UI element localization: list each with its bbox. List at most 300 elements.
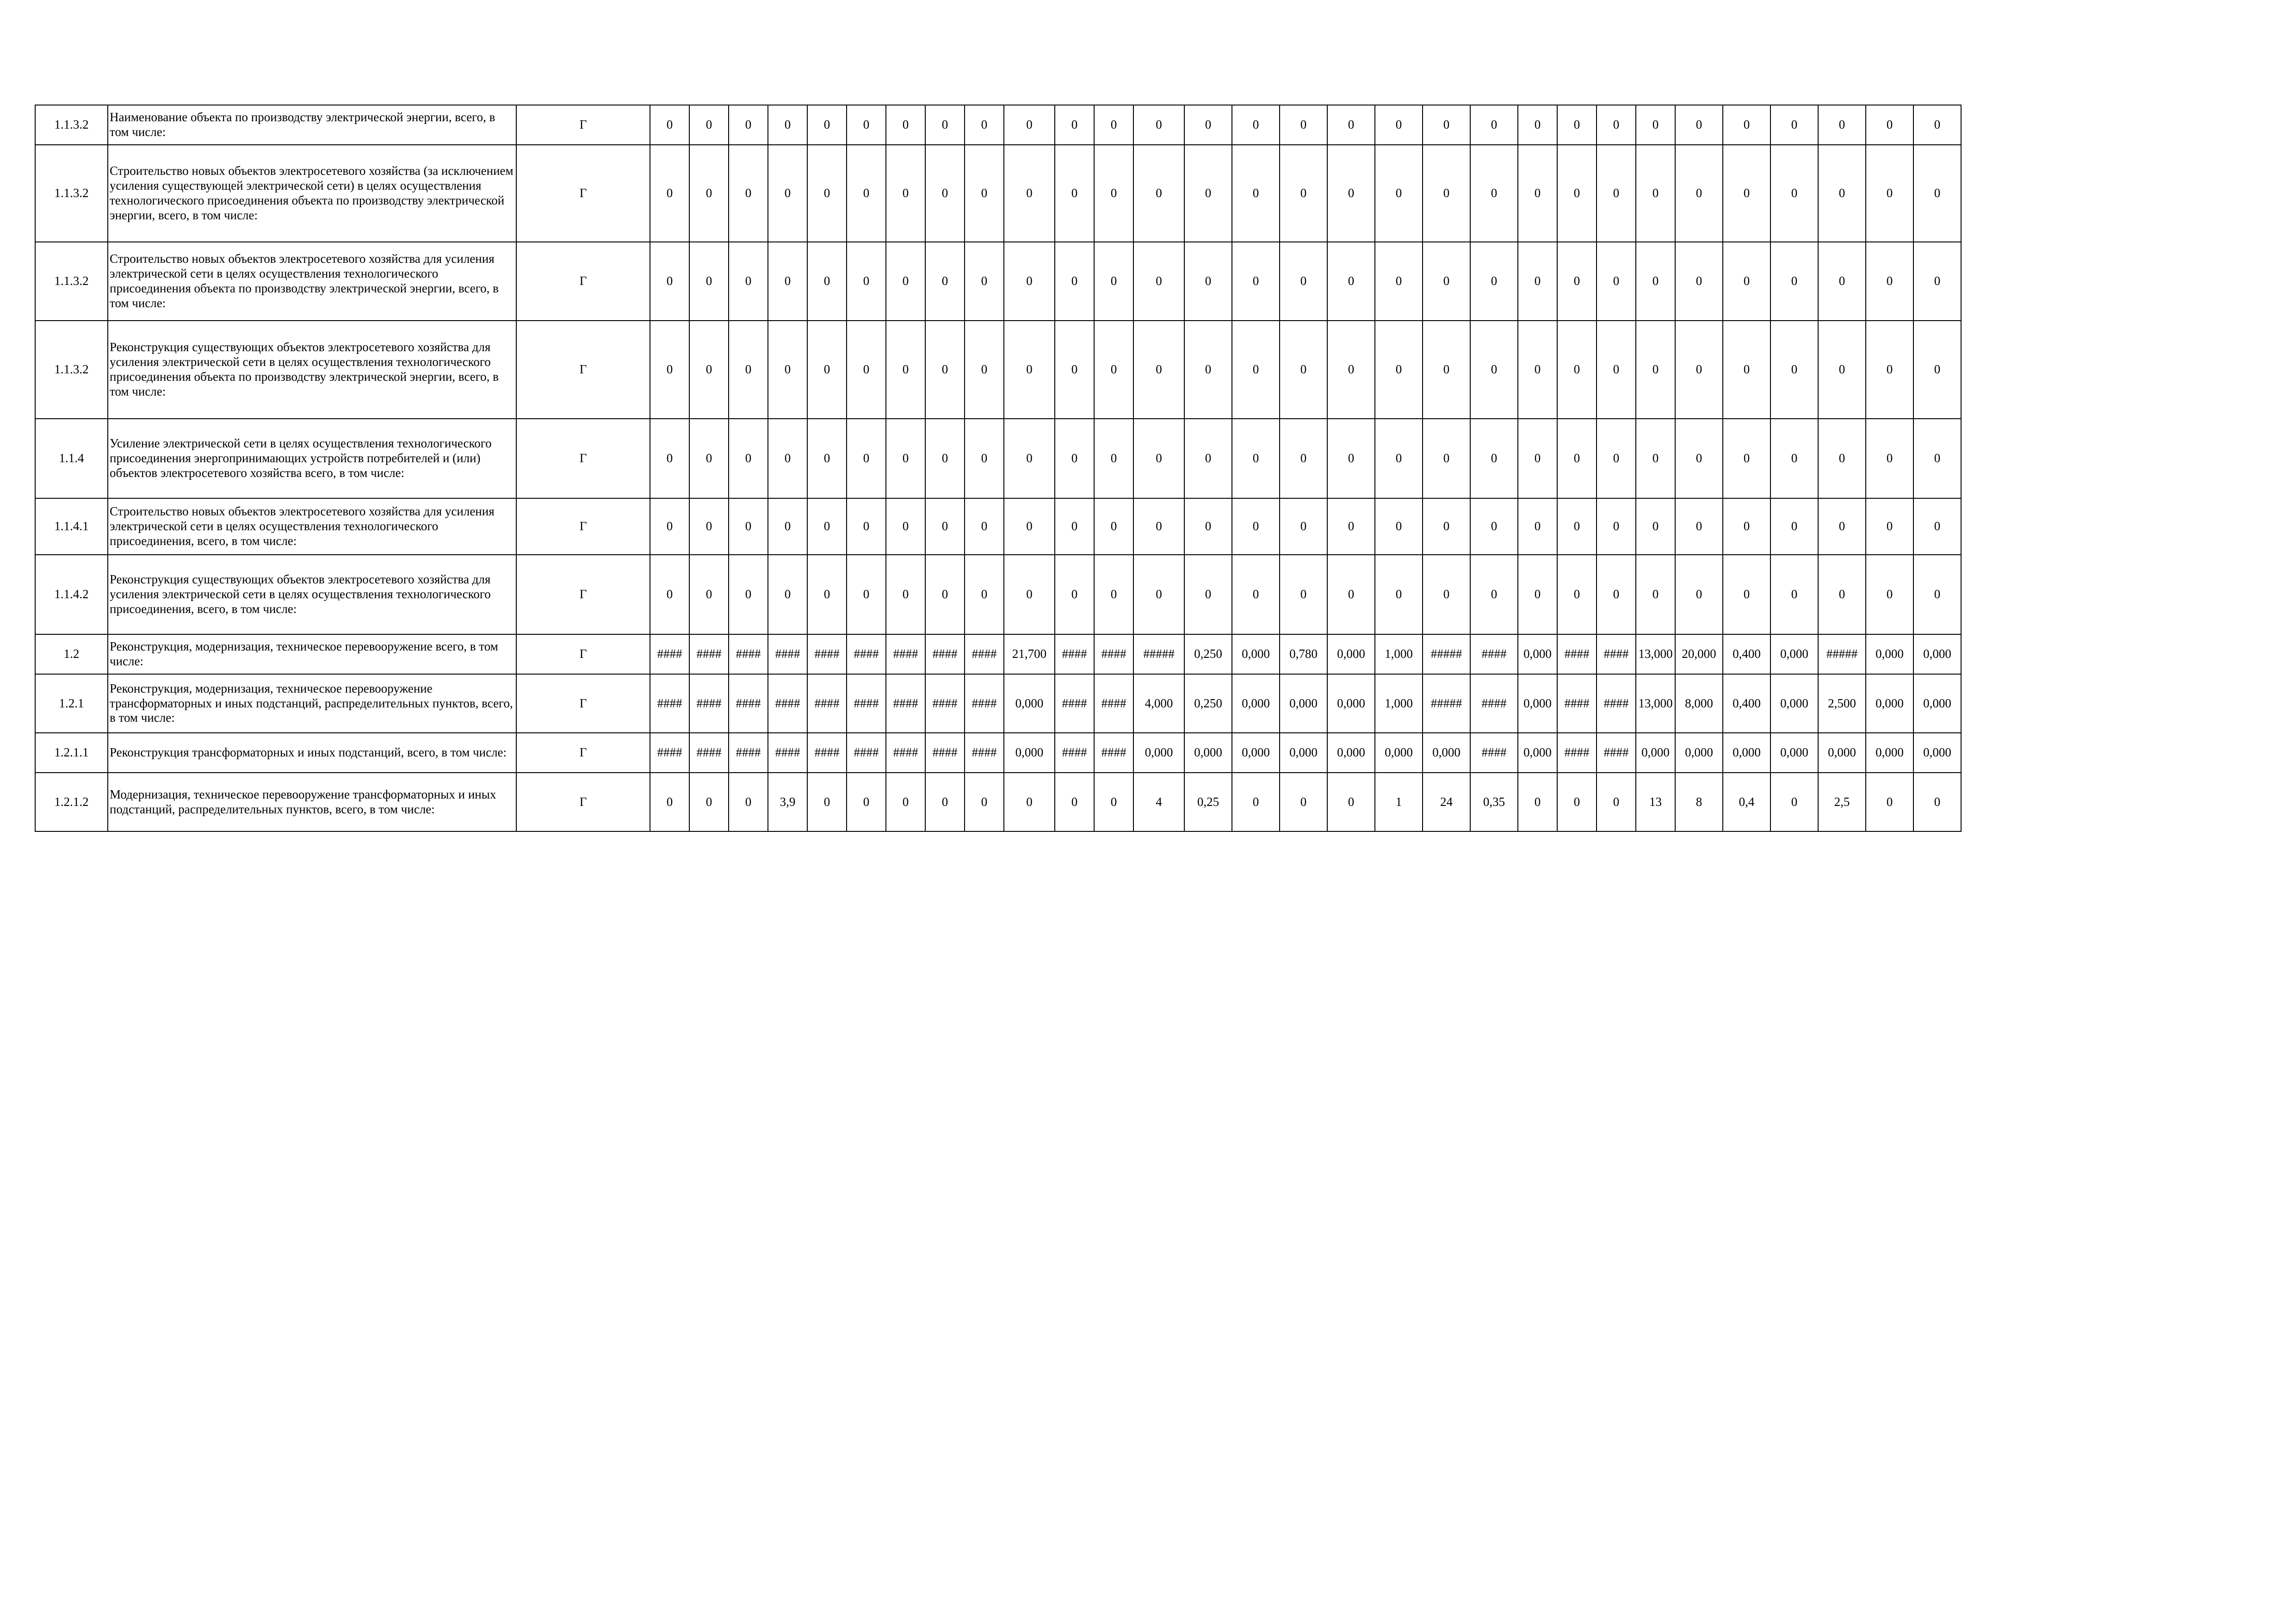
value-cell: 0 bbox=[1866, 419, 1913, 498]
value-cell: 0 bbox=[1518, 145, 1557, 242]
value-cell: #### bbox=[965, 634, 1004, 674]
value-cell: 0 bbox=[768, 498, 807, 555]
value-cell: 0 bbox=[729, 555, 768, 634]
value-cell: #### bbox=[886, 733, 925, 773]
value-cell: 0 bbox=[1133, 105, 1184, 145]
value-cell: #### bbox=[965, 733, 1004, 773]
value-cell: 0 bbox=[1094, 321, 1133, 419]
value-cell: 0 bbox=[1675, 419, 1723, 498]
value-cell: 0 bbox=[1055, 773, 1094, 831]
value-cell: 0 bbox=[1375, 105, 1423, 145]
value-cell: 0 bbox=[768, 105, 807, 145]
value-cell: #### bbox=[650, 733, 689, 773]
value-cell: 0,000 bbox=[1818, 733, 1866, 773]
value-cell: 0 bbox=[1280, 498, 1327, 555]
value-cell: 0,780 bbox=[1280, 634, 1327, 674]
row-code: 1.1.4.2 bbox=[35, 555, 108, 634]
value-cell: 0 bbox=[1557, 498, 1597, 555]
value-cell: 0 bbox=[1470, 555, 1518, 634]
value-cell: 0 bbox=[1133, 242, 1184, 321]
value-cell: 0 bbox=[650, 242, 689, 321]
value-cell: 0 bbox=[1818, 498, 1866, 555]
value-cell: #### bbox=[965, 674, 1004, 733]
value-cell: 0 bbox=[650, 555, 689, 634]
value-cell: 0 bbox=[925, 321, 965, 419]
row-name: Реконструкция, модернизация, техническое перевооружение всего, в том числе: bbox=[108, 634, 516, 674]
value-cell: 0 bbox=[1055, 321, 1094, 419]
value-cell: #### bbox=[768, 674, 807, 733]
table-row bbox=[35, 321, 1961, 419]
value-cell: 0 bbox=[768, 419, 807, 498]
table-row bbox=[35, 773, 1961, 831]
value-cell: 0 bbox=[1636, 419, 1675, 498]
value-cell: 0 bbox=[925, 555, 965, 634]
row-name: Реконструкция трансформаторных и иных подстанций, всего, в том числе: bbox=[108, 733, 516, 773]
value-cell: 0 bbox=[965, 773, 1004, 831]
value-cell: 0 bbox=[847, 555, 886, 634]
value-cell: 0 bbox=[1770, 555, 1818, 634]
value-cell: 0,000 bbox=[1327, 634, 1375, 674]
value-cell: 1 bbox=[1375, 773, 1423, 831]
value-cell: 0 bbox=[1866, 498, 1913, 555]
value-cell: 0,000 bbox=[1770, 733, 1818, 773]
value-cell: 0 bbox=[1770, 145, 1818, 242]
row-name: Модернизация, техническое перевооружение трансформаторных и иных подстанций, распределительных пунктов, всего, в том числе: bbox=[108, 773, 516, 831]
value-cell: 0 bbox=[1232, 773, 1280, 831]
value-cell: 0 bbox=[1232, 145, 1280, 242]
value-cell: 0 bbox=[1232, 419, 1280, 498]
row-unit: Г bbox=[516, 145, 650, 242]
value-cell: 0 bbox=[1723, 555, 1770, 634]
row-unit: Г bbox=[516, 498, 650, 555]
value-cell: 0 bbox=[1518, 242, 1557, 321]
value-cell: 0 bbox=[1327, 773, 1375, 831]
value-cell: 0 bbox=[1636, 105, 1675, 145]
value-cell: 0 bbox=[807, 555, 847, 634]
value-cell: 0 bbox=[689, 555, 729, 634]
value-cell: 2,500 bbox=[1818, 674, 1866, 733]
row-unit: Г bbox=[516, 733, 650, 773]
value-cell: 0 bbox=[1675, 498, 1723, 555]
value-cell: 0,000 bbox=[1518, 634, 1557, 674]
value-cell: 0 bbox=[1280, 242, 1327, 321]
value-cell: 0,000 bbox=[1770, 634, 1818, 674]
value-cell: #### bbox=[847, 674, 886, 733]
value-cell: 0 bbox=[1184, 105, 1232, 145]
value-cell: 0 bbox=[1818, 321, 1866, 419]
value-cell: 0 bbox=[1675, 555, 1723, 634]
value-cell: 0,000 bbox=[1375, 733, 1423, 773]
row-name: Строительство новых объектов электросетевого хозяйства (за исключением усиления существующей электрической сети) в целях осуществления технологического присоединения объекта по производству электрической энергии, всего, в том числе: bbox=[108, 145, 516, 242]
value-cell: 0 bbox=[886, 419, 925, 498]
value-cell: 0 bbox=[1913, 105, 1961, 145]
value-cell: 0 bbox=[729, 498, 768, 555]
value-cell: 0 bbox=[1423, 242, 1470, 321]
value-cell: 0,000 bbox=[1232, 733, 1280, 773]
value-cell: #### bbox=[1557, 674, 1597, 733]
value-cell: #### bbox=[886, 674, 925, 733]
value-cell: 0 bbox=[886, 773, 925, 831]
value-cell: #### bbox=[925, 733, 965, 773]
value-cell: #### bbox=[1055, 674, 1094, 733]
value-cell: #### bbox=[689, 674, 729, 733]
value-cell: 0 bbox=[1518, 419, 1557, 498]
value-cell: #### bbox=[650, 674, 689, 733]
value-cell: 1,000 bbox=[1375, 634, 1423, 674]
value-cell: 0 bbox=[1818, 419, 1866, 498]
value-cell: 0 bbox=[1597, 242, 1636, 321]
value-cell: 0 bbox=[1004, 105, 1055, 145]
value-cell: #### bbox=[729, 674, 768, 733]
value-cell: 0,000 bbox=[1184, 733, 1232, 773]
value-cell: 0 bbox=[1327, 419, 1375, 498]
row-unit: Г bbox=[516, 419, 650, 498]
value-cell: 0 bbox=[925, 145, 965, 242]
value-cell: 0 bbox=[1232, 555, 1280, 634]
value-cell: 0 bbox=[768, 145, 807, 242]
value-cell: 0 bbox=[1232, 105, 1280, 145]
value-cell: 0 bbox=[1597, 773, 1636, 831]
value-cell: 0 bbox=[729, 321, 768, 419]
value-cell: 0 bbox=[1094, 498, 1133, 555]
value-cell: 0,000 bbox=[1913, 674, 1961, 733]
value-cell: 0 bbox=[1280, 105, 1327, 145]
value-cell: 2,5 bbox=[1818, 773, 1866, 831]
value-cell: 0 bbox=[1557, 105, 1597, 145]
value-cell: 0 bbox=[1518, 498, 1557, 555]
value-cell: 0 bbox=[965, 242, 1004, 321]
value-cell: 0 bbox=[1094, 145, 1133, 242]
value-cell: 0 bbox=[1055, 105, 1094, 145]
value-cell: #### bbox=[1597, 674, 1636, 733]
value-cell: 0 bbox=[689, 242, 729, 321]
value-cell: 0,000 bbox=[1280, 674, 1327, 733]
value-cell: 0 bbox=[1770, 242, 1818, 321]
value-cell: 0 bbox=[689, 498, 729, 555]
value-cell: #### bbox=[1470, 733, 1518, 773]
value-cell: 0 bbox=[965, 145, 1004, 242]
value-cell: 0 bbox=[847, 773, 886, 831]
value-cell: #### bbox=[768, 634, 807, 674]
value-cell: 0,4 bbox=[1723, 773, 1770, 831]
value-cell: 0 bbox=[768, 321, 807, 419]
value-cell: 13 bbox=[1636, 773, 1675, 831]
value-cell: 24 bbox=[1423, 773, 1470, 831]
value-cell: 0 bbox=[1055, 419, 1094, 498]
value-cell: 0 bbox=[1423, 498, 1470, 555]
value-cell: #### bbox=[847, 634, 886, 674]
value-cell: 0 bbox=[1094, 105, 1133, 145]
value-cell: 0,000 bbox=[1004, 733, 1055, 773]
value-cell: 0,000 bbox=[1770, 674, 1818, 733]
value-cell: 0 bbox=[768, 555, 807, 634]
value-cell: #### bbox=[1557, 733, 1597, 773]
value-cell: 0,25 bbox=[1184, 773, 1232, 831]
value-cell: 0 bbox=[1055, 555, 1094, 634]
report-table bbox=[35, 105, 1962, 832]
value-cell: 0 bbox=[1518, 555, 1557, 634]
value-cell: 0 bbox=[1866, 773, 1913, 831]
value-cell: 0 bbox=[1094, 242, 1133, 321]
value-cell: 0 bbox=[1055, 145, 1094, 242]
value-cell: 0 bbox=[650, 145, 689, 242]
value-cell: 0 bbox=[1375, 555, 1423, 634]
table-row bbox=[35, 634, 1961, 674]
value-cell: #### bbox=[807, 674, 847, 733]
value-cell: 0 bbox=[1055, 498, 1094, 555]
value-cell: 0 bbox=[768, 242, 807, 321]
row-unit: Г bbox=[516, 634, 650, 674]
value-cell: #### bbox=[1470, 674, 1518, 733]
value-cell: 0 bbox=[1094, 773, 1133, 831]
value-cell: 0 bbox=[1133, 498, 1184, 555]
value-cell: 0 bbox=[1675, 145, 1723, 242]
value-cell: ##### bbox=[1423, 634, 1470, 674]
value-cell: 0,000 bbox=[1866, 733, 1913, 773]
value-cell: 0 bbox=[1770, 321, 1818, 419]
value-cell: 0 bbox=[1375, 498, 1423, 555]
value-cell: 0 bbox=[1913, 498, 1961, 555]
value-cell: 0 bbox=[729, 419, 768, 498]
row-name: Реконструкция существующих объектов электросетевого хозяйства для усиления электрической сети в целях осуществления технологического присоединения объекта по производству электрической энергии, всего, в том числе: bbox=[108, 321, 516, 419]
value-cell: #### bbox=[925, 674, 965, 733]
value-cell: 0 bbox=[1636, 321, 1675, 419]
value-cell: 0 bbox=[1557, 555, 1597, 634]
value-cell: 0 bbox=[847, 498, 886, 555]
value-cell: 0 bbox=[847, 105, 886, 145]
value-cell: #### bbox=[729, 733, 768, 773]
value-cell: 0,000 bbox=[1327, 674, 1375, 733]
value-cell: 0 bbox=[925, 419, 965, 498]
value-cell: 0 bbox=[1557, 321, 1597, 419]
value-cell: 0 bbox=[1770, 105, 1818, 145]
value-cell: 0 bbox=[1470, 321, 1518, 419]
value-cell: 0 bbox=[807, 419, 847, 498]
value-cell: 0 bbox=[1866, 321, 1913, 419]
value-cell: 0 bbox=[1470, 105, 1518, 145]
value-cell: 0 bbox=[1094, 555, 1133, 634]
row-code: 1.2 bbox=[35, 634, 108, 674]
value-cell: #### bbox=[1094, 674, 1133, 733]
value-cell: 0 bbox=[1913, 145, 1961, 242]
value-cell: 0 bbox=[1280, 145, 1327, 242]
value-cell: 0 bbox=[1557, 773, 1597, 831]
value-cell: 0 bbox=[1232, 242, 1280, 321]
row-name: Наименование объекта по производству электрической энергии, всего, в том числе: bbox=[108, 105, 516, 145]
value-cell: 0 bbox=[1133, 321, 1184, 419]
value-cell: 0 bbox=[1723, 145, 1770, 242]
value-cell: 0,400 bbox=[1723, 674, 1770, 733]
value-cell: 0,400 bbox=[1723, 634, 1770, 674]
value-cell: 0,000 bbox=[1327, 733, 1375, 773]
row-name: Усиление электрической сети в целях осуществления технологического присоединения энергопринимающих устройств потребителей и (или) объектов электросетевого хозяйства всего, в том числе: bbox=[108, 419, 516, 498]
value-cell: 0 bbox=[729, 105, 768, 145]
value-cell: 0 bbox=[1866, 105, 1913, 145]
value-cell: ##### bbox=[1423, 674, 1470, 733]
value-cell: 0,000 bbox=[1675, 733, 1723, 773]
value-cell: 0 bbox=[650, 419, 689, 498]
value-cell: 0 bbox=[1675, 105, 1723, 145]
value-cell: 0 bbox=[925, 773, 965, 831]
value-cell: 0 bbox=[1818, 242, 1866, 321]
value-cell: 0,000 bbox=[1004, 674, 1055, 733]
value-cell: 8,000 bbox=[1675, 674, 1723, 733]
value-cell: 0 bbox=[1232, 321, 1280, 419]
value-cell: 0,000 bbox=[1913, 634, 1961, 674]
value-cell: 0,000 bbox=[1280, 733, 1327, 773]
value-cell: #### bbox=[886, 634, 925, 674]
value-cell: 0,000 bbox=[1133, 733, 1184, 773]
value-cell: 0 bbox=[1597, 145, 1636, 242]
value-cell: 0,000 bbox=[1636, 733, 1675, 773]
table-row bbox=[35, 242, 1961, 321]
value-cell: 0 bbox=[1004, 321, 1055, 419]
value-cell: 0 bbox=[965, 419, 1004, 498]
value-cell: #### bbox=[689, 634, 729, 674]
value-cell: 0 bbox=[965, 555, 1004, 634]
row-code: 1.2.1 bbox=[35, 674, 108, 733]
value-cell: 0 bbox=[1636, 145, 1675, 242]
value-cell: 0 bbox=[1004, 555, 1055, 634]
table-row bbox=[35, 145, 1961, 242]
value-cell: 0 bbox=[1723, 242, 1770, 321]
value-cell: #### bbox=[1557, 634, 1597, 674]
value-cell: 0 bbox=[1184, 321, 1232, 419]
value-cell: #### bbox=[1055, 634, 1094, 674]
value-cell: 0 bbox=[1004, 145, 1055, 242]
value-cell: 0,000 bbox=[1723, 733, 1770, 773]
value-cell: 0 bbox=[847, 242, 886, 321]
value-cell: 0 bbox=[807, 242, 847, 321]
value-cell: 0 bbox=[1470, 145, 1518, 242]
table-row bbox=[35, 419, 1961, 498]
value-cell: 0,250 bbox=[1184, 674, 1232, 733]
value-cell: 0 bbox=[1866, 242, 1913, 321]
value-cell: 0 bbox=[1518, 105, 1557, 145]
value-cell: 0 bbox=[1004, 498, 1055, 555]
value-cell: 0 bbox=[689, 105, 729, 145]
value-cell: 0 bbox=[1327, 498, 1375, 555]
value-cell: 0 bbox=[650, 105, 689, 145]
value-cell: ##### bbox=[1818, 634, 1866, 674]
value-cell: 0 bbox=[1423, 321, 1470, 419]
table-row bbox=[35, 498, 1961, 555]
value-cell: 0 bbox=[1327, 145, 1375, 242]
value-cell: 0 bbox=[1913, 242, 1961, 321]
value-cell: 0 bbox=[807, 105, 847, 145]
value-cell: #### bbox=[689, 733, 729, 773]
row-code: 1.1.4 bbox=[35, 419, 108, 498]
value-cell: 0 bbox=[1770, 773, 1818, 831]
value-cell: 0 bbox=[1818, 145, 1866, 242]
value-cell: 0 bbox=[1375, 145, 1423, 242]
value-cell: 0 bbox=[1184, 498, 1232, 555]
value-cell: 0 bbox=[807, 498, 847, 555]
value-cell: #### bbox=[1470, 634, 1518, 674]
value-cell: 0 bbox=[886, 555, 925, 634]
value-cell: 0 bbox=[1327, 242, 1375, 321]
value-cell: 0 bbox=[1723, 105, 1770, 145]
value-cell: 0 bbox=[965, 105, 1004, 145]
value-cell: 0 bbox=[1280, 555, 1327, 634]
value-cell: 0 bbox=[1280, 773, 1327, 831]
value-cell: 0 bbox=[1055, 242, 1094, 321]
value-cell: 0 bbox=[1470, 419, 1518, 498]
value-cell: 0 bbox=[1327, 555, 1375, 634]
row-name: Реконструкция, модернизация, техническое перевооружение трансформаторных и иных подстанций, распределительных пунктов, всего, в том числе: bbox=[108, 674, 516, 733]
value-cell: 0,35 bbox=[1470, 773, 1518, 831]
row-unit: Г bbox=[516, 674, 650, 733]
value-cell: 0 bbox=[925, 105, 965, 145]
value-cell: 0 bbox=[1133, 419, 1184, 498]
value-cell: 0 bbox=[650, 321, 689, 419]
value-cell: 0 bbox=[1723, 498, 1770, 555]
value-cell: 0 bbox=[965, 321, 1004, 419]
value-cell: 0 bbox=[689, 773, 729, 831]
value-cell: #### bbox=[1597, 634, 1636, 674]
value-cell: 0 bbox=[689, 321, 729, 419]
value-cell: 0 bbox=[1423, 145, 1470, 242]
value-cell: 0 bbox=[1866, 145, 1913, 242]
value-cell: 0 bbox=[1913, 321, 1961, 419]
value-cell: 0 bbox=[1818, 555, 1866, 634]
value-cell: 0 bbox=[1557, 145, 1597, 242]
value-cell: 0 bbox=[1327, 321, 1375, 419]
value-cell: 0 bbox=[689, 419, 729, 498]
row-code: 1.1.3.2 bbox=[35, 242, 108, 321]
table-row bbox=[35, 674, 1961, 733]
value-cell: 0,000 bbox=[1423, 733, 1470, 773]
value-cell: 21,700 bbox=[1004, 634, 1055, 674]
value-cell: #### bbox=[807, 733, 847, 773]
row-code: 1.2.1.1 bbox=[35, 733, 108, 773]
row-code: 1.1.3.2 bbox=[35, 105, 108, 145]
value-cell: 13,000 bbox=[1636, 674, 1675, 733]
value-cell: 0,000 bbox=[1232, 634, 1280, 674]
value-cell: 4 bbox=[1133, 773, 1184, 831]
value-cell: #### bbox=[807, 634, 847, 674]
value-cell: 0,000 bbox=[1518, 733, 1557, 773]
value-cell: 0 bbox=[1770, 419, 1818, 498]
row-code: 1.1.4.1 bbox=[35, 498, 108, 555]
value-cell: 0 bbox=[1770, 498, 1818, 555]
value-cell: 0 bbox=[1004, 242, 1055, 321]
value-cell: 0 bbox=[1518, 773, 1557, 831]
value-cell: 0 bbox=[650, 773, 689, 831]
value-cell: 0 bbox=[1133, 555, 1184, 634]
value-cell: 0 bbox=[925, 242, 965, 321]
value-cell: #### bbox=[1055, 733, 1094, 773]
value-cell: 0,250 bbox=[1184, 634, 1232, 674]
row-unit: Г bbox=[516, 773, 650, 831]
value-cell: 0 bbox=[886, 145, 925, 242]
value-cell: 0 bbox=[1327, 105, 1375, 145]
value-cell: 0 bbox=[847, 321, 886, 419]
row-unit: Г bbox=[516, 321, 650, 419]
row-name: Строительство новых объектов электросетевого хозяйства для усиления электрической сети в целях осуществления технологического присоединения объекта по производству электрической энергии, всего, в том числе: bbox=[108, 242, 516, 321]
value-cell: 0 bbox=[729, 242, 768, 321]
value-cell: 3,9 bbox=[768, 773, 807, 831]
value-cell: 0 bbox=[1094, 419, 1133, 498]
value-cell: #### bbox=[768, 733, 807, 773]
value-cell: 0,000 bbox=[1518, 674, 1557, 733]
value-cell: 0 bbox=[1597, 419, 1636, 498]
value-cell: 0 bbox=[689, 145, 729, 242]
value-cell: 0 bbox=[1913, 773, 1961, 831]
value-cell: 13,000 bbox=[1636, 634, 1675, 674]
row-code: 1.2.1.2 bbox=[35, 773, 108, 831]
value-cell: 0,000 bbox=[1232, 674, 1280, 733]
